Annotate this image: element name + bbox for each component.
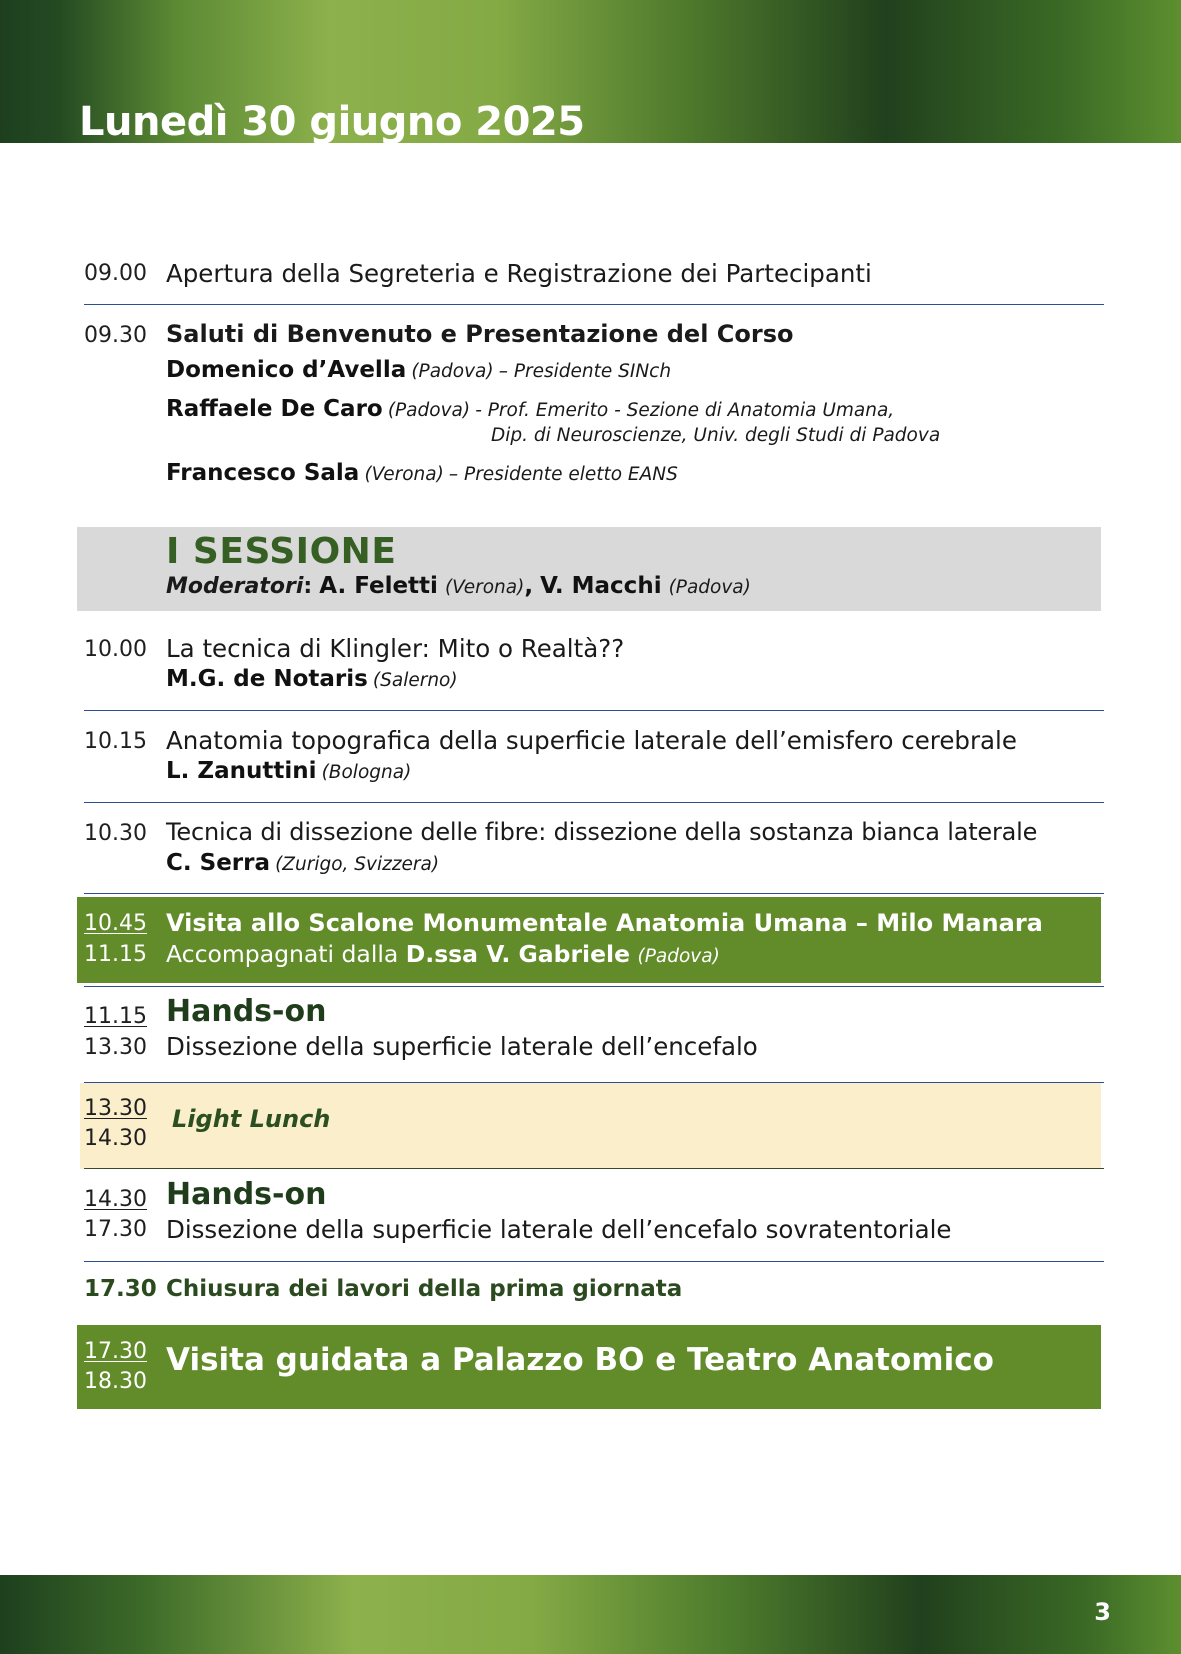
visit-time-start: 17.30 [84, 1339, 147, 1364]
moderators-label: Moderatori [166, 574, 304, 599]
moderator-place: (Verona) [444, 577, 525, 598]
talk-speaker-line [166, 666, 458, 692]
moderators-colon: : [303, 574, 313, 599]
lunch-time-end: 14.30 [84, 1126, 147, 1151]
handson-time-start: 14.30 [84, 1187, 147, 1212]
divider [84, 710, 1104, 711]
handson-time-end: 13.30 [84, 1035, 147, 1060]
handson-time-end: 17.30 [84, 1217, 147, 1242]
divider [84, 986, 1104, 987]
talk-speaker-line [166, 758, 411, 784]
visit-palazzo-title: Visita guidata a Palazzo BO e Teatro Anatomico [166, 1342, 994, 1378]
speaker-role: - Prof. Emerito - Sezione di Anatomia Umana, [475, 400, 895, 421]
moderator-place: (Padova) [668, 577, 751, 598]
speaker-place: (Verona) [364, 464, 444, 485]
closing-time: 17.30 [84, 1276, 157, 1302]
talk-time: 10.00 [84, 637, 147, 662]
lunch-time-start: 13.30 [84, 1096, 147, 1121]
lunch-label: Light Lunch [172, 1105, 331, 1133]
handson-title: Hands-on [166, 1177, 327, 1212]
page-number: 3 [1094, 1598, 1111, 1626]
talk-speaker: L. Zanuttini [166, 758, 317, 784]
divider [84, 1261, 1104, 1262]
talk-speaker: C. Serra [166, 850, 270, 876]
visit-guide-prefix: Accompagnati dalla [166, 940, 406, 968]
closing-text: Chiusura dei lavori della prima giornata [166, 1276, 683, 1302]
moderators-comma: , [524, 573, 534, 599]
visit-guide-place: (Padova) [637, 946, 720, 967]
talk-place: (Zurigo, Svizzera) [275, 854, 440, 875]
footer-band [0, 1575, 1181, 1654]
speaker-place: (Padova) [387, 400, 471, 421]
divider [84, 802, 1104, 803]
talk-title: Tecnica di dissezione delle fibre: dissezione della sostanza bianca laterale [166, 818, 1038, 846]
welcome-time: 09.30 [84, 323, 147, 348]
divider [84, 893, 1104, 894]
talk-place: (Salerno) [372, 670, 458, 691]
visit-time-end: 11.15 [84, 942, 147, 967]
talk-title: Anatomia topografica della superficie laterale dell’emisfero cerebrale [166, 726, 1017, 755]
speaker-line [166, 357, 671, 383]
speaker-name: Francesco Sala [166, 460, 360, 486]
moderators-line [166, 573, 751, 599]
page-title: Lunedì 30 giugno 2025 [79, 99, 585, 145]
talk-time: 10.15 [84, 729, 147, 754]
divider [84, 304, 1104, 305]
visit-title: Visita allo Scalone Monumentale Anatomia Umana – Milo Manara [166, 909, 1043, 937]
handson-title: Hands-on [166, 994, 327, 1029]
handson-text: Dissezione della superficie laterale dell’encefalo [166, 1032, 758, 1061]
speaker-role-continued: Dip. di Neuroscienze, Univ. degli Studi di Padova [491, 425, 941, 446]
speaker-name: Raffaele De Caro [166, 396, 383, 422]
speaker-place: (Padova) [411, 361, 494, 382]
welcome-title: Saluti di Benvenuto e Presentazione del Corso [166, 320, 794, 348]
speaker-role: – Presidente eletto EANS [448, 464, 678, 485]
session-title: I SESSIONE [166, 531, 397, 572]
visit-time-start: 10.45 [84, 911, 147, 936]
talk-speaker: M.G. de Notaris [166, 666, 368, 692]
visit-scalone-box [77, 897, 1101, 983]
talk-place: (Bologna) [321, 762, 412, 783]
speaker-line [166, 396, 894, 422]
opening-text: Apertura della Segreteria e Registrazione dei Partecipanti [166, 259, 872, 288]
talk-title: La tecnica di Klingler: Mito o Realtà?? [166, 634, 625, 663]
visit-guide-line [166, 940, 720, 968]
speaker-name: Domenico d’Avella [166, 357, 407, 383]
visit-time-end: 18.30 [84, 1369, 147, 1394]
talk-speaker-line [166, 850, 439, 876]
speaker-line [166, 460, 678, 486]
handson-text: Dissezione della superficie laterale dell’encefalo sovratentoriale [166, 1215, 952, 1244]
handson-time-start: 11.15 [84, 1004, 147, 1029]
moderator-name: A. Feletti [319, 573, 438, 599]
moderator-name: V. Macchi [540, 573, 662, 599]
opening-time: 09.00 [84, 261, 147, 286]
visit-guide-name: D.ssa V. Gabriele [405, 940, 631, 968]
talk-time: 10.30 [84, 821, 147, 846]
divider [84, 1168, 1104, 1169]
speaker-role: – Presidente SINch [498, 361, 672, 382]
